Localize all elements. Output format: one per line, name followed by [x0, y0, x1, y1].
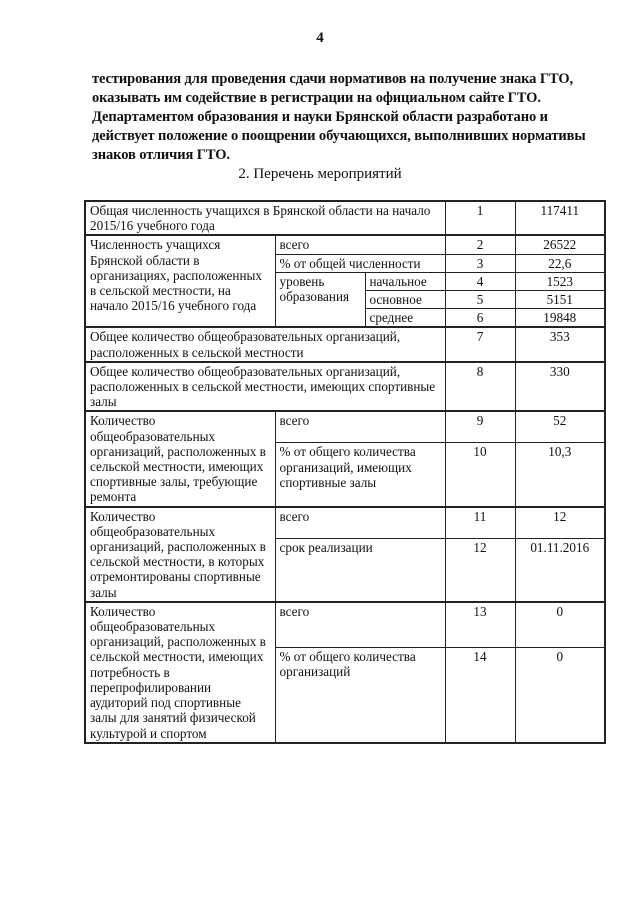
row-number: 14: [445, 647, 515, 742]
row-label: Количество общеобразовательных организаций, расположенных в сельской местности, имеющих потребность в перепрофилировании аудиторий под спортивные залы для занятий физической культурой и спортом: [85, 602, 275, 743]
row-value: 01.11.2016: [515, 538, 605, 602]
row-label: Общее количество общеобразовательных организаций, расположенных в сельской местности, имеющих спортивные залы: [85, 362, 445, 412]
table-row: [85, 362, 605, 412]
row-value: 12: [515, 507, 605, 539]
sub-label: всего: [275, 235, 445, 254]
sub-label: основное: [365, 291, 445, 309]
measures-table: [84, 200, 606, 744]
table-row: [85, 201, 605, 235]
row-number: 7: [445, 327, 515, 361]
sub-label: % от общей численности: [275, 254, 445, 272]
intro-line: знаков отличия ГТО.: [92, 147, 230, 163]
sub-label: всего: [275, 411, 445, 443]
row-value: 10,3: [515, 443, 605, 507]
intro-line: тестирования для проведения сдачи нормативов на получение знака ГТО,: [92, 71, 574, 87]
sub-label: всего: [275, 602, 445, 648]
table-row: [85, 411, 605, 443]
row-number: 2: [445, 235, 515, 254]
row-number: 5: [445, 291, 515, 309]
row-number: 8: [445, 362, 515, 412]
intro-paragraph: [92, 70, 592, 165]
row-value: 0: [515, 647, 605, 742]
row-number: 3: [445, 254, 515, 272]
row-number: 6: [445, 309, 515, 328]
row-value: 22,6: [515, 254, 605, 272]
row-label: Численность учащихся Брянской области в организациях, расположенных в сельской местности, на начало 2015/16 учебного года: [85, 235, 275, 327]
sub-label: срок реализации: [275, 538, 445, 602]
row-number: 12: [445, 538, 515, 602]
row-label: Общая численность учащихся в Брянской области на начало 2015/16 учебного года: [85, 201, 445, 235]
row-label: Количество общеобразовательных организаций, расположенных в сельской местности, имеющих спортивные залы, требующие ремонта: [85, 411, 275, 506]
table-row: [85, 235, 605, 254]
sub-label: % от общего количества организаций, имеющих спортивные залы: [275, 443, 445, 507]
row-label: Общее количество общеобразовательных организаций, расположенных в сельской местности: [85, 327, 445, 361]
row-number: 10: [445, 443, 515, 507]
table-row: [85, 327, 605, 361]
sub-label: среднее: [365, 309, 445, 328]
row-value: 52: [515, 411, 605, 443]
row-value: 19848: [515, 309, 605, 328]
row-value: 353: [515, 327, 605, 361]
row-value: 330: [515, 362, 605, 412]
row-number: 11: [445, 507, 515, 539]
row-number: 1: [445, 201, 515, 235]
row-value: 117411: [515, 201, 605, 235]
row-value: 5151: [515, 291, 605, 309]
sub-label: уровень образования: [275, 272, 365, 327]
intro-line: Департаментом образования и науки Брянской области разработано и: [92, 109, 548, 125]
sub-label: начальное: [365, 272, 445, 290]
table-row: [85, 602, 605, 648]
row-value: 0: [515, 602, 605, 648]
page-number: 4: [316, 30, 324, 46]
row-number: 4: [445, 272, 515, 290]
sub-label: % от общего количества организаций: [275, 647, 445, 742]
row-number: 13: [445, 602, 515, 648]
table-row: [85, 507, 605, 539]
row-label: Количество общеобразовательных организаций, расположенных в сельской местности, в которых отремонтированы спортивные залы: [85, 507, 275, 602]
intro-line: действует положение о поощрении обучающихся, выполнивших нормативы: [92, 128, 586, 144]
section-heading: 2. Перечень мероприятий: [238, 166, 402, 182]
sub-label: всего: [275, 507, 445, 539]
row-value: 1523: [515, 272, 605, 290]
intro-line: оказывать им содействие в регистрации на официальном сайте ГТО.: [92, 90, 541, 106]
row-number: 9: [445, 411, 515, 443]
row-value: 26522: [515, 235, 605, 254]
